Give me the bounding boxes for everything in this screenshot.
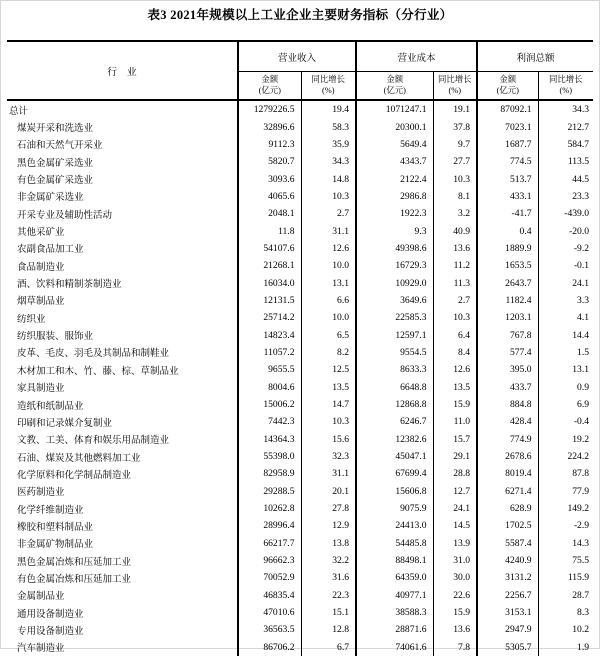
value-cell: 58.3 (301, 118, 356, 135)
industry-cell: 非金属矿物制品业 (17, 540, 94, 551)
value-cell: 1.9 (538, 639, 593, 656)
value-cell: 8.3 (538, 604, 593, 621)
value-cell: 31.1 (301, 222, 356, 239)
value-cell: 1279226.5 (238, 100, 301, 118)
table-row (7, 326, 593, 343)
value-cell: 12.9 (301, 517, 356, 534)
table-row (7, 500, 593, 517)
value-cell: 6648.8 (356, 379, 433, 396)
value-cell: 54107.6 (238, 240, 301, 257)
value-cell: 2986.8 (356, 188, 433, 205)
table-row (7, 240, 593, 257)
industry-cell: 黑色金属冶炼和压延加工业 (17, 557, 132, 568)
value-cell: 13.1 (301, 274, 356, 291)
table-row (7, 448, 593, 465)
value-cell: 628.9 (477, 500, 538, 517)
subheader-revenue-amount (238, 72, 301, 101)
table-row (7, 222, 593, 239)
value-cell: 87.8 (538, 465, 593, 482)
value-cell: 149.2 (538, 500, 593, 517)
table-row (7, 604, 593, 621)
value-cell: 13.8 (301, 535, 356, 552)
value-cell: 31.6 (301, 569, 356, 586)
value-cell: 2.7 (301, 205, 356, 222)
value-cell: 12.5 (301, 361, 356, 378)
subheader-growth-unit: (%) (448, 85, 462, 95)
table-row (7, 100, 593, 118)
value-cell: 55398.0 (238, 448, 301, 465)
table-row (7, 118, 593, 135)
value-cell: 19.1 (433, 100, 477, 118)
value-cell: 9.3 (356, 222, 433, 239)
value-cell: 13.1 (538, 361, 593, 378)
value-cell: 0.9 (538, 379, 593, 396)
value-cell: 513.7 (477, 170, 538, 187)
value-cell: 395.0 (477, 361, 538, 378)
value-cell: 3649.6 (356, 292, 433, 309)
industry-cell: 医药制造业 (17, 488, 65, 499)
value-cell: 1653.5 (477, 257, 538, 274)
table-header (7, 41, 593, 100)
value-cell: 14.7 (301, 396, 356, 413)
value-cell: 19.4 (301, 100, 356, 118)
value-cell: 6246.7 (356, 413, 433, 430)
value-cell: 8.4 (433, 344, 477, 361)
value-cell: 6271.4 (477, 483, 538, 500)
value-cell: 433.7 (477, 379, 538, 396)
value-cell: -0.1 (538, 257, 593, 274)
value-cell: 11.8 (238, 222, 301, 239)
subheader-profit-growth (538, 72, 593, 101)
value-cell: 9554.5 (356, 344, 433, 361)
value-cell: 10.0 (301, 309, 356, 326)
value-cell: 1702.5 (477, 517, 538, 534)
subheader-amount-label: 金额 (386, 75, 404, 84)
value-cell: 82958.9 (238, 465, 301, 482)
industry-cell: 黑色金属矿采选业 (17, 158, 94, 169)
table-row (7, 517, 593, 534)
value-cell: 40977.1 (356, 587, 433, 604)
value-cell: 27.7 (433, 153, 477, 170)
value-cell: 1687.7 (477, 136, 538, 153)
industry-cell: 造纸和纸制品业 (17, 401, 84, 412)
value-cell: 9075.9 (356, 500, 433, 517)
value-cell: 4343.7 (356, 153, 433, 170)
group-header-profit: 利润总额 (477, 41, 593, 72)
value-cell: -439.0 (538, 205, 593, 222)
value-cell: 1203.1 (477, 309, 538, 326)
value-cell: 12131.5 (238, 292, 301, 309)
value-cell: 14.4 (538, 326, 593, 343)
subheader-cost-amount (356, 72, 433, 101)
value-cell: 29288.5 (238, 483, 301, 500)
value-cell: 224.2 (538, 448, 593, 465)
value-cell: -0.4 (538, 413, 593, 430)
value-cell: 12597.1 (356, 326, 433, 343)
value-cell: 2678.6 (477, 448, 538, 465)
value-cell: 10.3 (433, 309, 477, 326)
value-cell: 8.2 (301, 344, 356, 361)
value-cell: 12382.6 (356, 431, 433, 448)
industry-cell: 专用设备制造业 (17, 626, 84, 637)
value-cell: 212.7 (538, 118, 593, 135)
value-cell: 27.8 (301, 500, 356, 517)
industry-cell: 皮革、毛皮、羽毛及其制品和制鞋业 (17, 349, 170, 360)
value-cell: 3131.2 (477, 569, 538, 586)
value-cell: -20.0 (538, 222, 593, 239)
table-row (7, 188, 593, 205)
subheader-growth-label: 同比增长 (549, 75, 583, 84)
table-row (7, 483, 593, 500)
industry-cell: 石油、煤炭及其他燃料加工业 (17, 453, 141, 464)
industry-cell: 煤炭开采和洗选业 (17, 124, 94, 135)
value-cell: 12.6 (301, 240, 356, 257)
value-cell: 2256.7 (477, 587, 538, 604)
value-cell: 20300.1 (356, 118, 433, 135)
group-header-row (7, 41, 593, 72)
value-cell: 15.9 (433, 604, 477, 621)
value-cell: 16729.3 (356, 257, 433, 274)
subheader-amount-unit: (亿元) (496, 85, 519, 95)
subheader-amount-unit: (亿元) (383, 85, 406, 95)
subheader-growth-unit: (%) (559, 85, 573, 95)
value-cell: 86706.2 (238, 639, 301, 656)
value-cell: 12.6 (433, 361, 477, 378)
table-row (7, 292, 593, 309)
page-title: 表3 2021年规模以上工业企业主要财务指标（分行业） (147, 8, 453, 22)
value-cell: 34.3 (301, 153, 356, 170)
value-cell: 5820.7 (238, 153, 301, 170)
table-row (7, 639, 593, 656)
value-cell: 1922.3 (356, 205, 433, 222)
industry-cell: 家具制造业 (17, 384, 65, 395)
industry-cell: 纺织服装、服饰业 (17, 332, 94, 343)
value-cell: 15.1 (301, 604, 356, 621)
value-cell: 0.4 (477, 222, 538, 239)
value-cell: 35.9 (301, 136, 356, 153)
value-cell: 2947.9 (477, 621, 538, 638)
subheader-growth-label: 同比增长 (438, 75, 472, 84)
value-cell: 7.8 (433, 639, 477, 656)
value-cell: 13.9 (433, 535, 477, 552)
subheader-amount-label: 金额 (261, 75, 279, 84)
value-cell: 577.4 (477, 344, 538, 361)
value-cell: 87092.1 (477, 100, 538, 118)
industry-cell: 石油和天然气开采业 (17, 141, 103, 152)
value-cell: 13.6 (433, 240, 477, 257)
value-cell: 3.3 (538, 292, 593, 309)
value-cell: 75.5 (538, 552, 593, 569)
industry-cell: 有色金属冶炼和压延加工业 (17, 574, 132, 585)
value-cell: 88498.1 (356, 552, 433, 569)
value-cell: 54485.8 (356, 535, 433, 552)
value-cell: 32.2 (301, 552, 356, 569)
table-row (7, 535, 593, 552)
value-cell: 6.7 (301, 639, 356, 656)
value-cell: 13.6 (433, 621, 477, 638)
value-cell: 15.9 (433, 396, 477, 413)
value-cell: 67699.4 (356, 465, 433, 482)
value-cell: 4240.9 (477, 552, 538, 569)
value-cell: 32.3 (301, 448, 356, 465)
table-row (7, 309, 593, 326)
value-cell: 5305.7 (477, 639, 538, 656)
value-cell: 8019.4 (477, 465, 538, 482)
table-row (7, 205, 593, 222)
value-cell: 5587.4 (477, 535, 538, 552)
industry-cell: 化学原料和化学制品制造业 (17, 470, 132, 481)
value-cell: 22.6 (433, 587, 477, 604)
financial-table (7, 40, 593, 656)
table-row (7, 621, 593, 638)
industry-cell: 总计 (9, 106, 29, 117)
value-cell: 10.2 (538, 621, 593, 638)
value-cell: 20.1 (301, 483, 356, 500)
value-cell: 774.5 (477, 153, 538, 170)
value-cell: 10262.8 (238, 500, 301, 517)
value-cell: 12.7 (433, 483, 477, 500)
value-cell: 30.0 (433, 569, 477, 586)
subheader-profit-amount (477, 72, 538, 101)
subheader-amount-label: 金额 (499, 75, 517, 84)
subheader-amount-unit: (亿元) (258, 85, 281, 95)
industry-cell: 橡胶和塑料制品业 (17, 522, 94, 533)
value-cell: 10929.0 (356, 274, 433, 291)
subheader-growth-unit: (%) (321, 85, 335, 95)
value-cell: 22585.3 (356, 309, 433, 326)
industry-column-header: 行 业 (7, 41, 238, 100)
value-cell: 10.3 (301, 188, 356, 205)
value-cell: 28.8 (433, 465, 477, 482)
group-header-revenue: 营业收入 (238, 41, 356, 72)
value-cell: 11057.2 (238, 344, 301, 361)
value-cell: 28.7 (538, 587, 593, 604)
industry-cell: 印刷和记录媒介复制业 (17, 418, 113, 429)
value-cell: 10.3 (433, 170, 477, 187)
value-cell: 15006.2 (238, 396, 301, 413)
value-cell: 12.8 (301, 621, 356, 638)
table-row (7, 465, 593, 482)
value-cell: -9.2 (538, 240, 593, 257)
value-cell: 1889.9 (477, 240, 538, 257)
value-cell: 9655.5 (238, 361, 301, 378)
value-cell: 47010.6 (238, 604, 301, 621)
value-cell: 8.1 (433, 188, 477, 205)
value-cell: 2048.1 (238, 205, 301, 222)
industry-cell: 食品制造业 (17, 262, 65, 273)
industry-cell: 化学纤维制造业 (17, 505, 84, 516)
value-cell: 2643.7 (477, 274, 538, 291)
value-cell: 4065.6 (238, 188, 301, 205)
table-row (7, 153, 593, 170)
value-cell: 774.9 (477, 431, 538, 448)
table-row (7, 431, 593, 448)
value-cell: 16034.0 (238, 274, 301, 291)
value-cell: 40.9 (433, 222, 477, 239)
table-row (7, 136, 593, 153)
value-cell: 1182.4 (477, 292, 538, 309)
value-cell: 32896.6 (238, 118, 301, 135)
value-cell: 3.2 (433, 205, 477, 222)
value-cell: -41.7 (477, 205, 538, 222)
value-cell: 44.5 (538, 170, 593, 187)
value-cell: 7023.1 (477, 118, 538, 135)
subheader-revenue-growth (301, 72, 356, 101)
value-cell: 3153.1 (477, 604, 538, 621)
value-cell: 34.3 (538, 100, 593, 118)
value-cell: 25714.2 (238, 309, 301, 326)
value-cell: 66217.7 (238, 535, 301, 552)
value-cell: 11.0 (433, 413, 477, 430)
table-row (7, 587, 593, 604)
table-body (7, 100, 593, 656)
table-row (7, 274, 593, 291)
table-row (7, 569, 593, 586)
value-cell: 113.5 (538, 153, 593, 170)
value-cell: 14.5 (433, 517, 477, 534)
value-cell: 5649.4 (356, 136, 433, 153)
table-row (7, 413, 593, 430)
value-cell: 28871.6 (356, 621, 433, 638)
value-cell: 6.9 (538, 396, 593, 413)
value-cell: 8004.6 (238, 379, 301, 396)
table-row (7, 396, 593, 413)
value-cell: 22.3 (301, 587, 356, 604)
value-cell: 11.3 (433, 274, 477, 291)
value-cell: 46835.4 (238, 587, 301, 604)
industry-cell: 非金属矿采选业 (17, 193, 84, 204)
value-cell: 9112.3 (238, 136, 301, 153)
value-cell: 14823.4 (238, 326, 301, 343)
value-cell: 19.2 (538, 431, 593, 448)
value-cell: 15606.8 (356, 483, 433, 500)
value-cell: 38588.3 (356, 604, 433, 621)
value-cell: 21268.1 (238, 257, 301, 274)
industry-cell: 农副食品加工业 (17, 245, 84, 256)
value-cell: 433.1 (477, 188, 538, 205)
value-cell: 6.5 (301, 326, 356, 343)
table-row (7, 344, 593, 361)
industry-cell: 金属制品业 (17, 592, 65, 603)
value-cell: 884.8 (477, 396, 538, 413)
industry-cell: 开采专业及辅助性活动 (17, 210, 113, 221)
value-cell: 428.4 (477, 413, 538, 430)
value-cell: 24.1 (538, 274, 593, 291)
value-cell: 11.2 (433, 257, 477, 274)
table-row (7, 361, 593, 378)
value-cell: 70052.9 (238, 569, 301, 586)
value-cell: 24413.0 (356, 517, 433, 534)
value-cell: 12868.8 (356, 396, 433, 413)
value-cell: 1071247.1 (356, 100, 433, 118)
value-cell: 36563.5 (238, 621, 301, 638)
table-row (7, 552, 593, 569)
value-cell: 77.9 (538, 483, 593, 500)
table-row (7, 257, 593, 274)
value-cell: 37.8 (433, 118, 477, 135)
value-cell: 2.7 (433, 292, 477, 309)
industry-cell: 烟草制品业 (17, 297, 65, 308)
value-cell: 14.3 (538, 535, 593, 552)
value-cell: 4.1 (538, 309, 593, 326)
value-cell: 115.9 (538, 569, 593, 586)
value-cell: 10.0 (301, 257, 356, 274)
value-cell: 28996.4 (238, 517, 301, 534)
industry-cell: 酒、饮料和精制茶制造业 (17, 280, 122, 291)
value-cell: 9.7 (433, 136, 477, 153)
industry-cell: 纺织业 (17, 314, 46, 325)
industry-cell: 文教、工美、体育和娱乐用品制造业 (17, 436, 170, 447)
value-cell: 64359.0 (356, 569, 433, 586)
industry-cell: 有色金属矿采选业 (17, 176, 94, 187)
value-cell: 23.3 (538, 188, 593, 205)
value-cell: 6.4 (433, 326, 477, 343)
value-cell: 8633.3 (356, 361, 433, 378)
industry-cell: 木材加工和木、竹、藤、棕、草制品业 (17, 366, 179, 377)
industry-cell: 其他采矿业 (17, 228, 65, 239)
table-row (7, 170, 593, 187)
value-cell: 31.0 (433, 552, 477, 569)
value-cell: 1.5 (538, 344, 593, 361)
table-row (7, 379, 593, 396)
group-header-cost: 营业成本 (356, 41, 477, 72)
value-cell: 13.5 (433, 379, 477, 396)
value-cell: 49398.6 (356, 240, 433, 257)
subheader-growth-label: 同比增长 (311, 75, 345, 84)
value-cell: 15.7 (433, 431, 477, 448)
value-cell: 7442.3 (238, 413, 301, 430)
value-cell: 45047.1 (356, 448, 433, 465)
industry-cell: 汽车制造业 (17, 644, 65, 655)
value-cell: 10.3 (301, 413, 356, 430)
value-cell: 3093.6 (238, 170, 301, 187)
value-cell: 74061.6 (356, 639, 433, 656)
value-cell: -2.9 (538, 517, 593, 534)
value-cell: 29.1 (433, 448, 477, 465)
value-cell: 6.6 (301, 292, 356, 309)
industry-cell: 通用设备制造业 (17, 609, 84, 620)
subheader-cost-growth (433, 72, 477, 101)
value-cell: 24.1 (433, 500, 477, 517)
value-cell: 584.7 (538, 136, 593, 153)
value-cell: 15.6 (301, 431, 356, 448)
value-cell: 2122.4 (356, 170, 433, 187)
value-cell: 767.8 (477, 326, 538, 343)
value-cell: 96662.3 (238, 552, 301, 569)
value-cell: 13.5 (301, 379, 356, 396)
value-cell: 14.8 (301, 170, 356, 187)
value-cell: 31.1 (301, 465, 356, 482)
value-cell: 14364.3 (238, 431, 301, 448)
